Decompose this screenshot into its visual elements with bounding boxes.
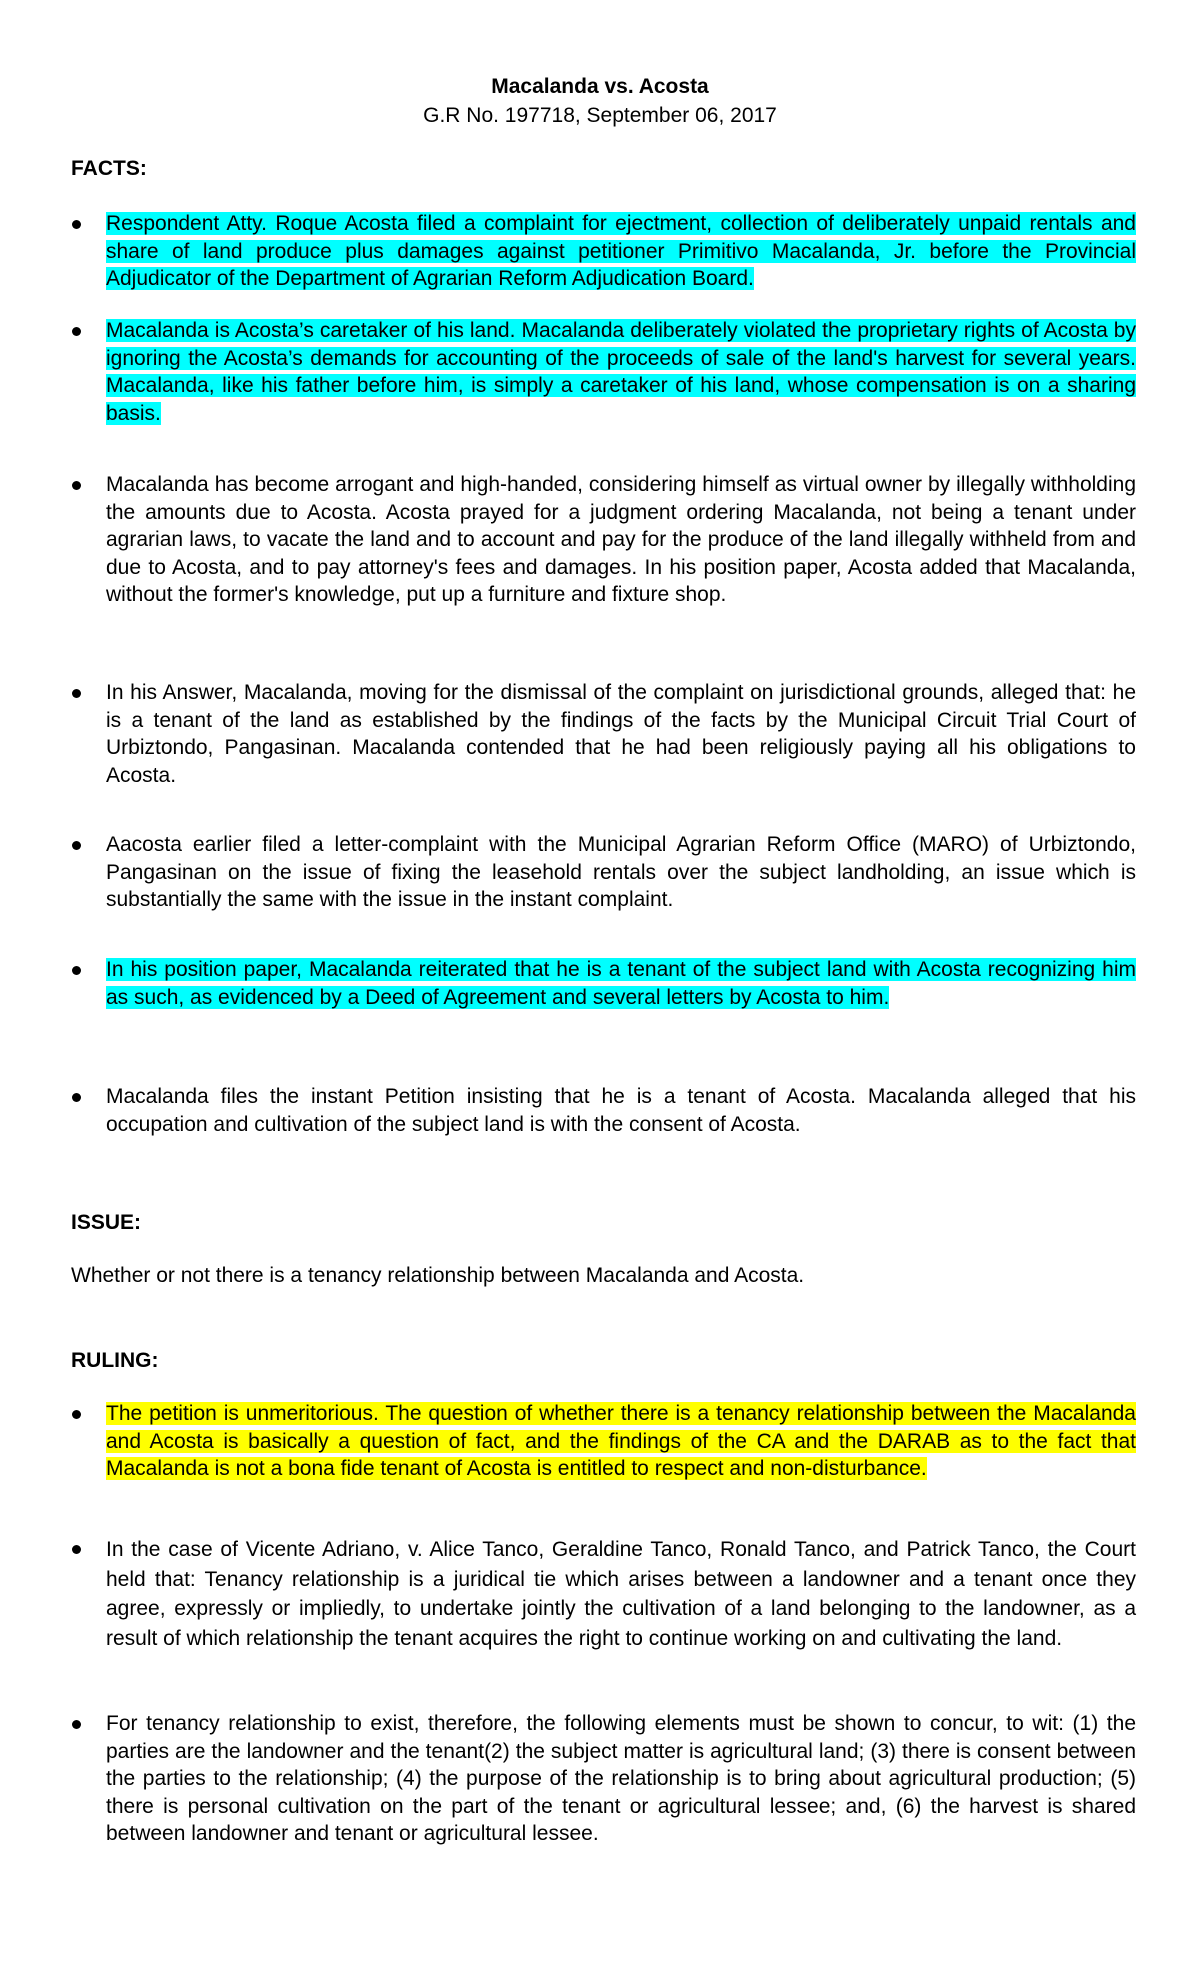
ruling-item-text: In the case of Vicente Adriano, v. Alice Tanco, Geraldine Tanco, Ronald Tanco, and Patrick Tanco, the Court held that: Tenancy relationship is a juridical tie which arises between a landowner and a tenant once they agree, expressly or impliedly, to undertake jointly the cultivation of a land belonging to the landowner, as a result of which relationship the tenant acquires the right to continue working on and cultivating the land. xyxy=(106,1538,1136,1650)
bullet-icon xyxy=(72,1545,81,1554)
case-title: Macalanda vs. Acosta xyxy=(491,75,709,98)
facts-item-text: Macalanda has become arrogant and high-handed, considering himself as virtual owner by illegally withholding the amounts due to Acosta. Acosta prayed for a judgment ordering Macalanda, not being a tenant under agrarian laws, to vacate the land and to account and pay for the produce of the land illegally withheld from and due to Acosta, and to pay attorney's fees and damages. In his position paper, Acosta added that Macalanda, without the former's knowledge, put up a furniture and fixture shop. xyxy=(106,473,1136,606)
issue-text: Whether or not there is a tenancy relationship between Macalanda and Acosta. xyxy=(71,1264,805,1287)
bullet-icon xyxy=(72,481,81,490)
facts-heading: FACTS: xyxy=(71,157,147,180)
case-header xyxy=(0,72,1200,130)
bullet-icon xyxy=(72,1720,81,1729)
facts-item-text: In his position paper, Macalanda reiterated that he is a tenant of the subject land with Acosta recognizing him as such, as evidenced by a Deed of Agreement and several letters by Acosta to him. xyxy=(106,958,1136,1009)
bullet-icon xyxy=(72,1093,81,1102)
bullet-icon xyxy=(72,841,81,850)
bullet-icon xyxy=(72,327,81,336)
bullet-icon xyxy=(72,689,81,698)
bullet-icon xyxy=(72,966,81,975)
bullet-icon xyxy=(72,1410,81,1419)
ruling-item-text: For tenancy relationship to exist, therefore, the following elements must be shown to concur, to wit: (1) the parties are the landowner and the tenant(2) the subject matter is agricultural land; (3) there is consent between the parties to the relationship; (4) the purpose of the relationship is to bring about agricultural production; (5) there is personal cultivation on the part of the tenant or agricultural lessee; and, (6) the harvest is shared between landowner and tenant or agricultural lessee. xyxy=(106,1712,1136,1845)
issue-heading: ISSUE: xyxy=(71,1211,142,1234)
facts-item-text: Respondent Atty. Roque Acosta filed a complaint for ejectment, collection of deliberately unpaid rentals and share of land produce plus damages against petitioner Primitivo Macalanda, Jr. before the Provincial Adjudicator of the Department of Agrarian Reform Adjudication Board. xyxy=(106,212,1136,290)
facts-item-text: Macalanda files the instant Petition insisting that he is a tenant of Acosta. Macalanda alleged that his occupation and cultivation of the subject land is with the consent of Acosta. xyxy=(106,1085,1136,1136)
bullet-icon xyxy=(72,220,81,229)
facts-item-text: Macalanda is Acosta’s caretaker of his land. Macalanda deliberately violated the proprietary rights of Acosta by ignoring the Acosta’s demands for accounting of the proceeds of sale of the land's harvest for several years. Macalanda, like his father before him, is simply a caretaker of his land, whose compensation is on a sharing basis. xyxy=(106,319,1136,425)
facts-item-text: In his Answer, Macalanda, moving for the dismissal of the complaint on jurisdictional grounds, alleged that: he is a tenant of the land as established by the findings of the facts by the Municipal Circuit Trial Court of Urbiztondo, Pangasinan. Macalanda contended that he had been religiously paying all his obligations to Acosta. xyxy=(106,681,1136,787)
ruling-heading: RULING: xyxy=(71,1349,159,1372)
case-citation: G.R No. 197718, September 06, 2017 xyxy=(423,104,777,127)
ruling-item-text: The petition is unmeritorious. The question of whether there is a tenancy relationship between the Macalanda and Acosta is basically a question of fact, and the findings of the CA and the DARAB as to the fact that Macalanda is not a bona fide tenant of Acosta is entitled to respect and non-disturbance. xyxy=(106,1402,1136,1480)
facts-item-text: Aacosta earlier filed a letter-complaint with the Municipal Agrarian Reform Office (MARO) of Urbiztondo, Pangasinan on the issue of fixing the leasehold rentals over the subject landholding, an issue which is substantially the same with the issue in the instant complaint. xyxy=(106,833,1136,911)
